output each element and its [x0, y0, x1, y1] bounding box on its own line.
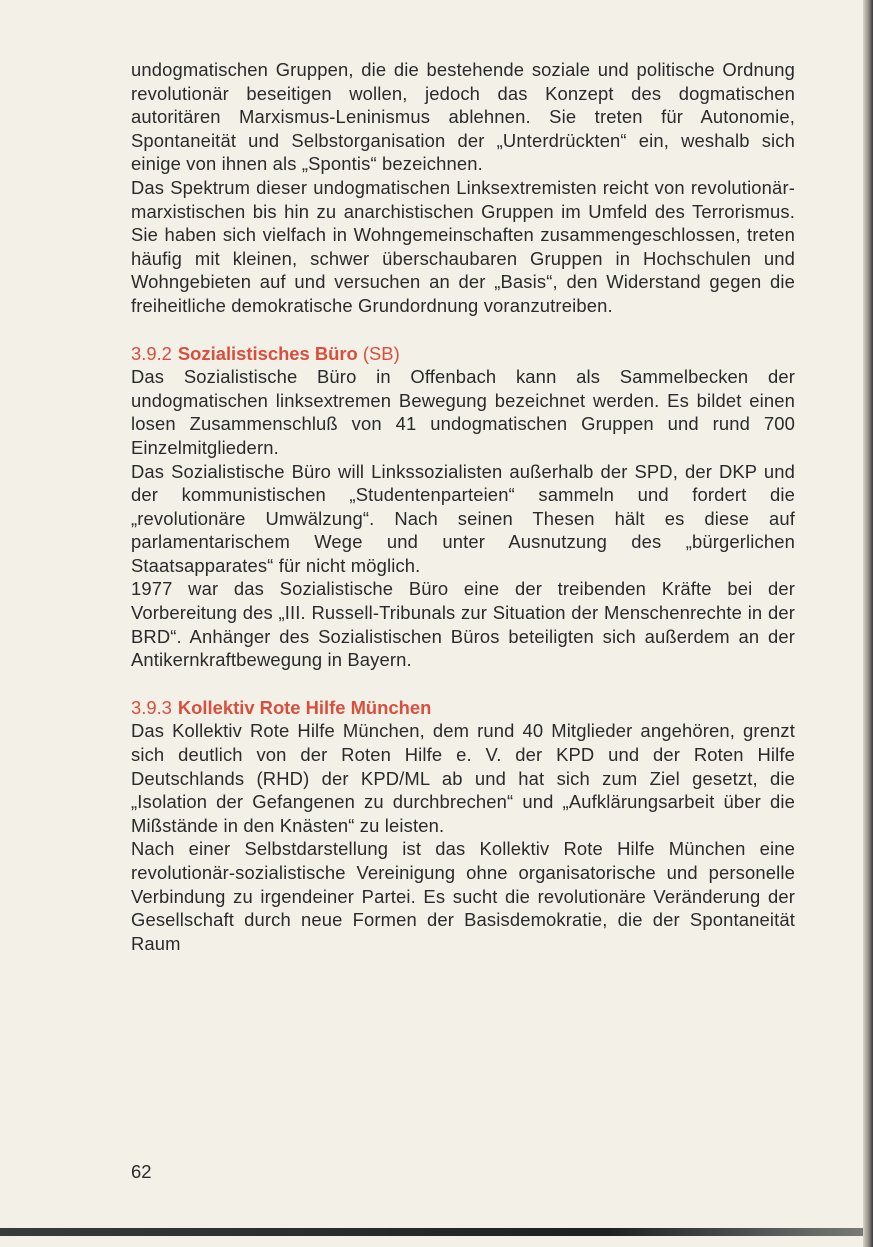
section-number: 3.9.3 — [131, 696, 172, 718]
page-content — [131, 58, 795, 955]
section-title: Sozialistisches Büro — [177, 342, 358, 364]
paragraph-intro-2: Das Spektrum dieser undogmatischen Linksextremisten reicht von revolutionär-marxistischen bis hin zu anarchistischen Gruppen im Umfeld des Terrorismus. Sie haben sich vielfach in Wohngemeinschaften zusammengeschlossen, treten häufig mit kleinen, schwer überschaubaren Gruppen in Hochschulen und Wohngebieten auf und versuchen an der „Basis“, den Widerstand gegen die freiheitliche demokratische Grundordnung voranzutreiben. — [131, 176, 795, 316]
section-abbreviation: (SB) — [362, 342, 400, 364]
section-heading-393 — [131, 696, 795, 720]
paragraph-393-1: Das Kollektiv Rote Hilfe München, dem rund 40 Mitglieder angehören, grenzt sich deutlich von der Roten Hilfe e. V. der KPD und der Roten Hilfe Deutschlands (RHD) der KPD/ML ab und hat sich zum Ziel gesetzt, die „Isolation der Gefangenen zu durchbrechen“ und „Aufklärungsarbeit über die Mißstände in den Knästen“ zu leisten. — [131, 720, 795, 836]
paragraph-392-3: 1977 war das Sozialistische Büro eine der treibenden Kräfte bei der Vorbereitung des „III. Russell-Tribunals zur Situation der Menschenrechte in der BRD“. Anhänger des Sozialistischen Büros beteiligten sich außerdem an der Antikernkraftbewegung in Bayern. — [131, 578, 795, 671]
section-heading-392 — [131, 342, 795, 366]
bottom-rule — [0, 1228, 863, 1236]
paragraph-392-2: Das Sozialistische Büro will Linkssozialisten außerhalb der SPD, der DKP und der kommunistischen „Studentenparteien“ sammeln und fordert die „revolutionäre Umwälzung“. Nach seinen Thesen hält es diese auf parlamentarischem Wege und unter Ausnutzung des „bürgerlichen Staatsapparates“ für nicht möglich. — [131, 460, 795, 576]
paragraph-392-1: Das Sozialistische Büro in Offenbach kann als Sammelbecken der undogmatischen linksextremen Bewegung bezeichnet werden. Es bildet einen losen Zusammenschluß von 41 undogmatischen Gruppen und rund 700 Einzelmitgliedern. — [131, 366, 795, 458]
section-number: 3.9.2 — [131, 342, 172, 364]
paragraph-393-2: Nach einer Selbstdarstellung ist das Kollektiv Rote Hilfe München eine revolutionär-sozialistische Vereinigung ohne organisatorische und personelle Verbindung zu irgendeiner Partei. Es sucht die revolutionäre Veränderung der Gesellschaft durch neue Formen der Basisdemokratie, die der Spontaneität Raum — [131, 838, 795, 954]
page-number: 62 — [131, 1161, 152, 1182]
paragraph-intro-1: undogmatischen Gruppen, die die bestehende soziale und politische Ordnung revolutionär beseitigen wollen, jedoch das Konzept des dogmatischen autoritären Marxismus-Leninismus ablehnen. Sie treten für Autonomie, Spontaneität und Selbstorganisation der „Unterdrückten“ ein, weshalb sich einige von ihnen als „Spontis“ bezeichnen. — [131, 59, 795, 175]
section-title: Kollektiv Rote Hilfe München — [177, 696, 432, 718]
page-edge-shadow — [863, 0, 873, 1247]
